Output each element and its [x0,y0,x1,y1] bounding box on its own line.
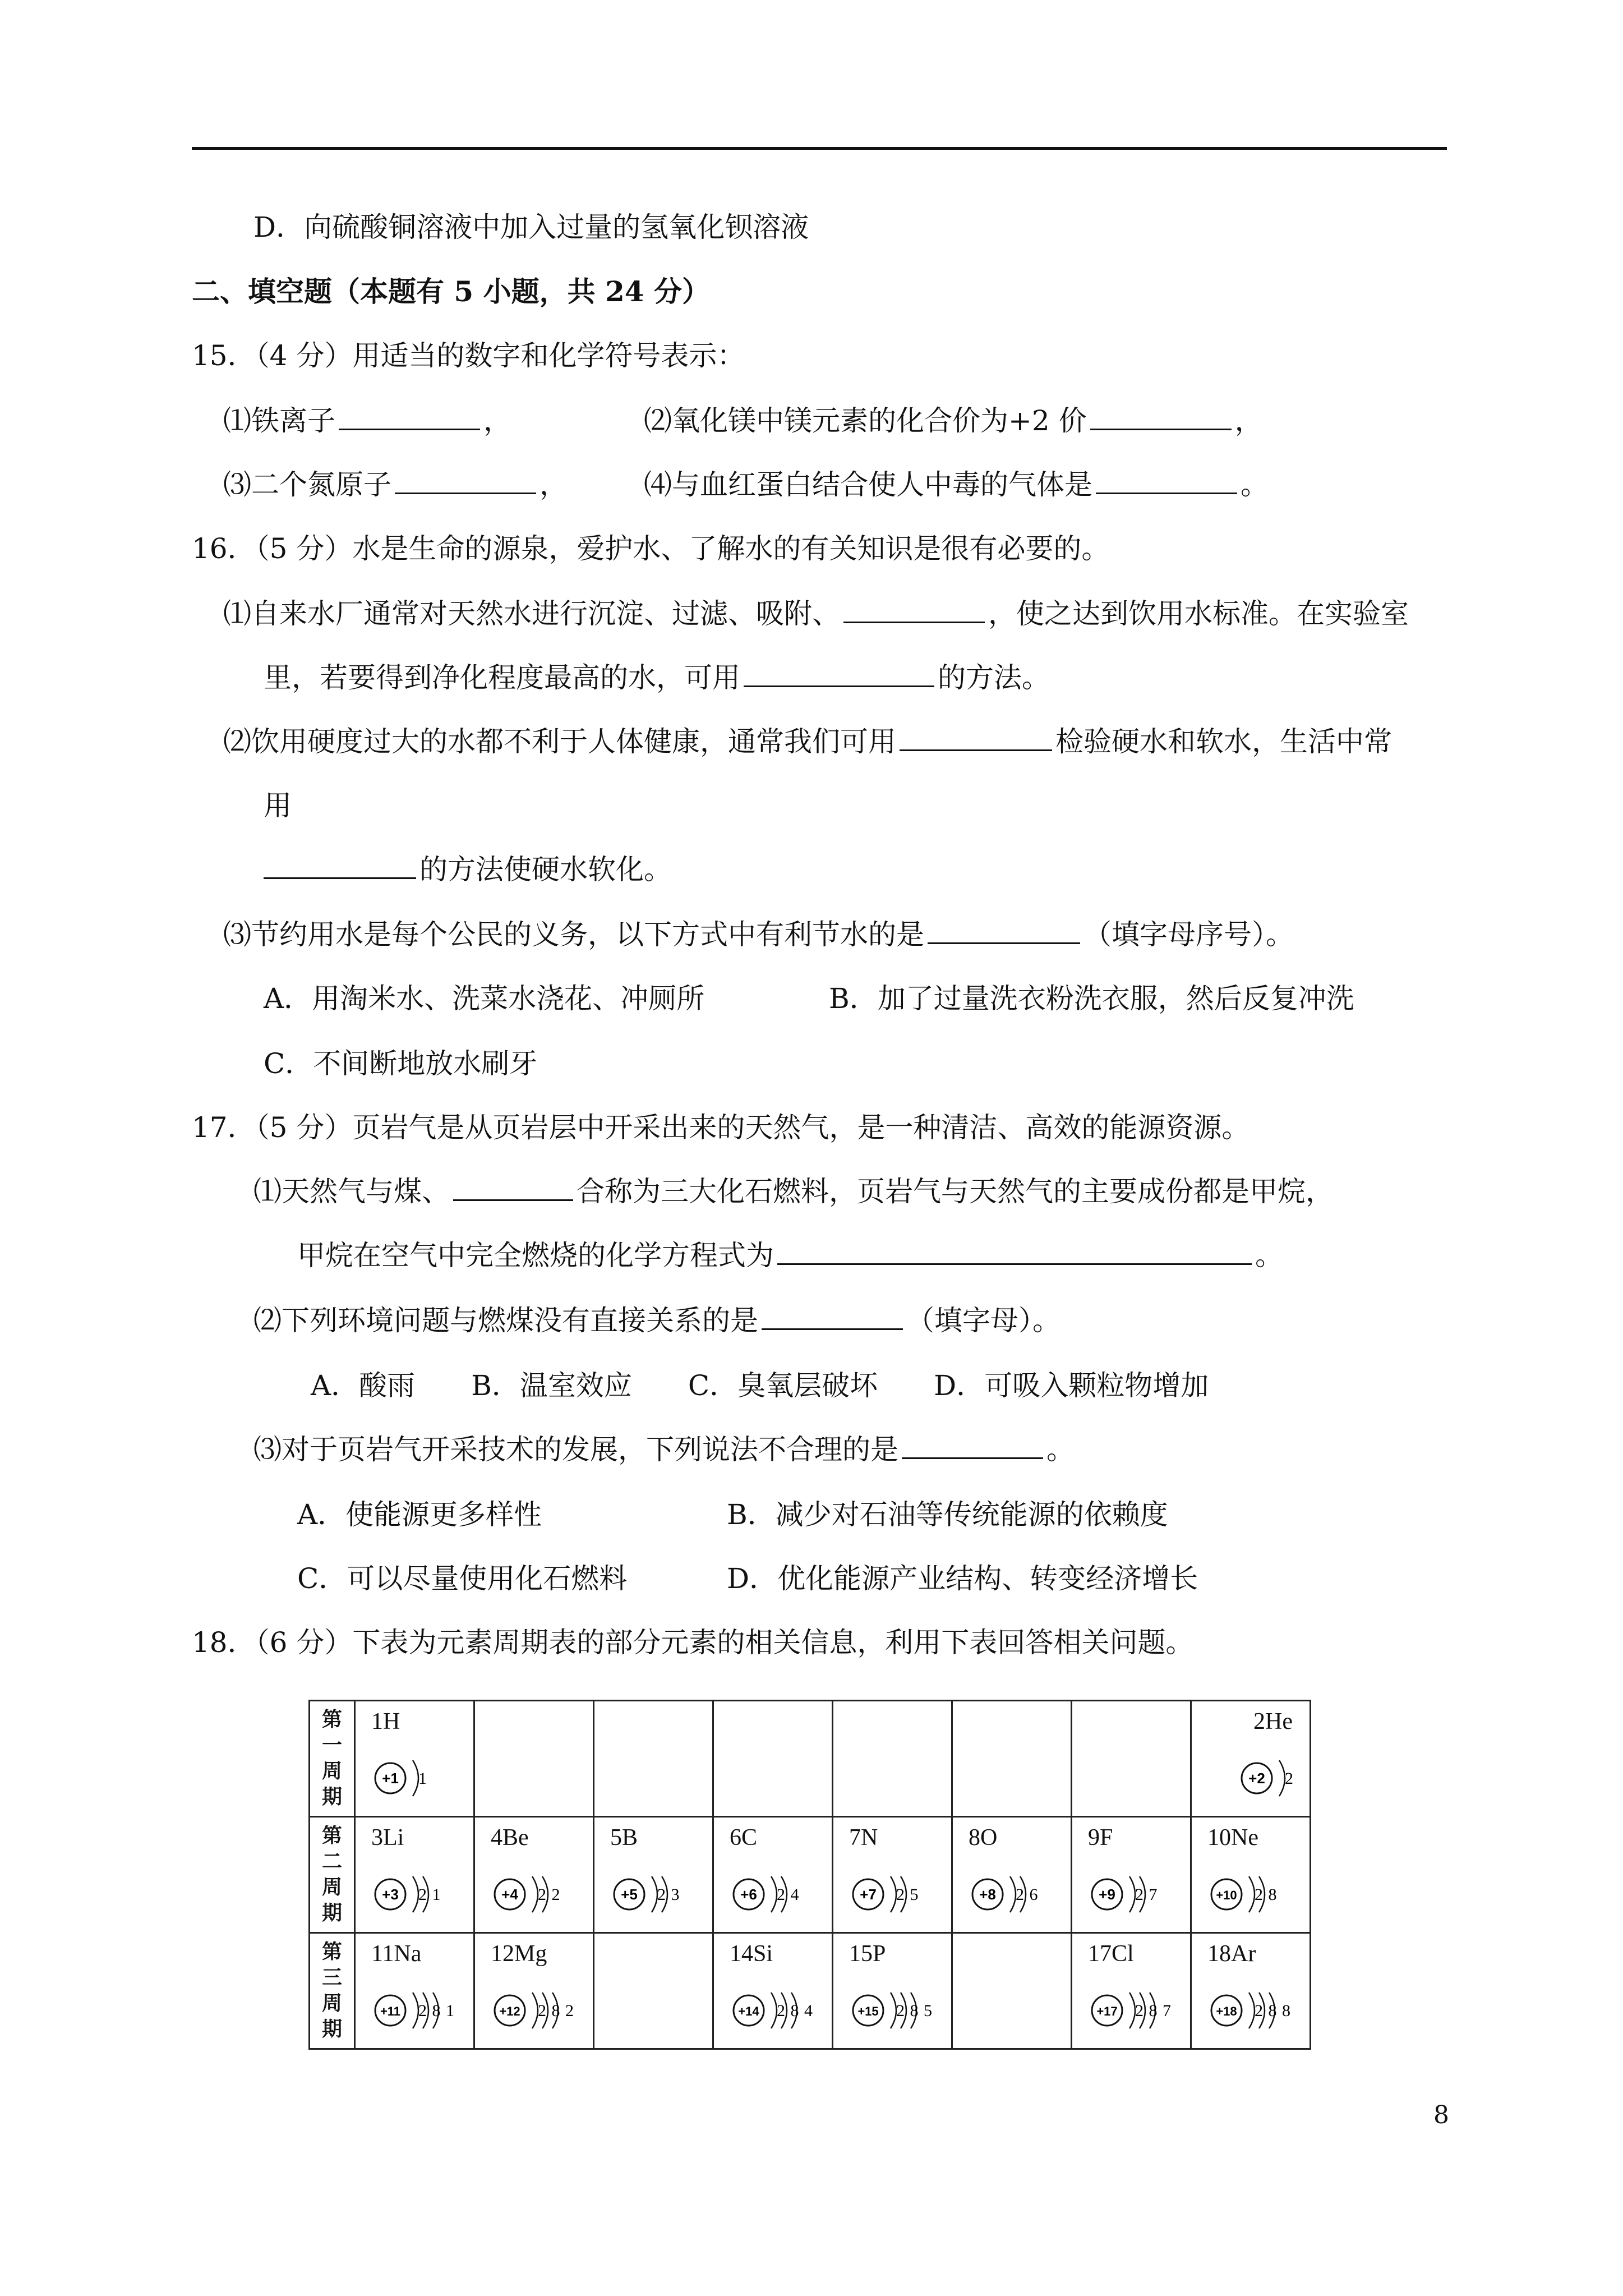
nucleus-charge: +3 [382,1886,399,1903]
q17-part1-cont [297,1237,1283,1273]
atom-structure-diagram [371,1753,472,1803]
atom-structure-diagram [1088,1985,1189,2036]
row-label-char: 期 [321,2018,342,2041]
element-symbol: 9F [1088,1825,1113,1851]
answer-blank[interactable] [928,917,1080,944]
element-cell [713,1933,833,2049]
q15-part3 [223,467,568,503]
row-label-char: 期 [321,1786,342,1809]
q16-part1-text-d: 的方法。 [938,661,1050,694]
empty-cell [474,1701,594,1817]
answer-blank[interactable] [1096,467,1237,494]
electron-shell-arc [413,1993,418,2028]
electron-counts: 2 7 [1135,1885,1158,1904]
q17-part2-text-b: （填字母）。 [906,1304,1061,1337]
electron-counts: 2 8 1 [418,2001,455,2020]
q17-part1-text-d: 。 [1255,1239,1283,1272]
electron-shell-arc [1249,1876,1255,1912]
element-cell [1072,1817,1191,1933]
element-cell [1191,1933,1311,2049]
row-label-char: 二 [321,1850,342,1873]
electron-shell-arc [413,1760,418,1796]
nucleus-charge: +9 [1099,1886,1115,1903]
element-symbol: 15P [849,1941,886,1967]
electron-counts: 2 8 7 [1135,2001,1172,2020]
element-symbol: 3Li [371,1825,404,1851]
atom-structure-diagram [1209,1753,1310,1803]
atom-structure-diagram [371,1869,472,1920]
q16-part2-text-d: 的方法使硬水软化。 [419,853,672,886]
element-cell [594,1817,713,1933]
electron-shell-arc [1010,1876,1016,1912]
q17-option-d: D．优化能源产业结构、转变经济增长 [727,1562,1198,1595]
periodic-table [308,1700,1311,2050]
element-cell [713,1817,833,1933]
electron-shell-arc [771,1876,777,1912]
q16-part2 [223,724,1392,760]
electron-shell-arc [1129,1876,1135,1912]
electron-shell-arc [1129,1993,1135,2028]
q16-part1 [223,596,1409,632]
electron-counts: 2 4 [777,1885,800,1904]
electron-counts: 2 3 [657,1885,680,1904]
element-cell [952,1817,1072,1933]
electron-counts: 2 2 [538,1885,561,1904]
element-cell [1191,1817,1311,1933]
q16-option-a: A．用淘米水、洗菜水浇花、冲厕所 [264,982,705,1015]
nucleus-charge: +5 [621,1886,638,1903]
q16-part3-text-a: ⑶节约用水是每个公民的义务，以下方式中有利节水的是 [223,918,924,951]
q18-stem: 18．（6 分）下表为元素周期表的部分元素的相关信息，利用下表回答相关问题。 [192,1626,1194,1659]
q17-stem: 17．（5 分）页岩气是从页岩层中开采出来的天然气，是一种清洁、高效的能源资源。 [192,1111,1250,1144]
answer-blank[interactable] [453,1174,573,1201]
element-symbol: 14Si [730,1941,773,1967]
answer-blank[interactable] [264,852,416,879]
electron-counts: 2 5 [896,1885,919,1904]
atom-structure-diagram [849,1869,950,1920]
q15-part1-text: ⑴铁离子 [223,404,335,437]
element-cell [355,1817,474,1933]
q16-part1-text-c: 里，若要得到净化程度最高的水，可用 [264,661,740,694]
element-symbol: 5B [610,1825,638,1851]
row-label-char: 一 [321,1734,342,1757]
row-label-char: 第 [321,1708,342,1731]
atom-structure-diagram [491,1985,592,2036]
q16-option-b: B．加了过量洗衣粉洗衣服，然后反复冲洗 [829,982,1354,1015]
element-symbol: 18Ar [1207,1941,1256,1967]
q15-part4-text: ⑷与血红蛋白结合使人中毒的气体是 [644,468,1092,501]
section-2-title: 二、填空题（本题有 5 小题，共 24 分） [192,275,710,308]
answer-blank[interactable] [762,1303,903,1330]
electron-counts: 2 8 5 [896,2001,933,2020]
nucleus-charge: +11 [380,2004,401,2018]
electron-shell-arc [891,1993,896,2028]
electron-shell-arc [1249,1993,1255,2028]
empty-cell [713,1701,833,1817]
element-symbol: 7N [849,1825,878,1851]
header-rule [192,147,1447,150]
q16-part2-text-a: ⑵饮用硬度过大的水都不利于人体健康，通常我们可用 [223,725,896,758]
answer-blank[interactable] [900,724,1052,751]
q17-option-b: B．减少对石油等传统能源的依赖度 [727,1498,1168,1531]
q15-part1 [223,403,511,439]
q17-part3 [253,1432,1075,1467]
empty-cell [594,1701,713,1817]
q17-part1-text-b: 合称为三大化石燃料，页岩气与天然气的主要成份都是甲烷， [577,1175,1334,1208]
electron-shell-arc [771,1993,777,2028]
element-cell [833,1933,952,2049]
answer-blank[interactable] [1090,403,1232,430]
period-row-2 [310,1817,1311,1933]
q16-part1-text-a: ⑴自来水厂通常对天然水进行沉淀、过滤、吸附、 [223,597,840,630]
empty-cell [1072,1701,1191,1817]
q16-part3-text-b: （填字母序号）。 [1083,918,1294,951]
row-label-char: 三 [321,1966,342,1989]
q15-part3-text: ⑶二个氮原子 [223,468,391,501]
nucleus-charge: +1 [382,1770,399,1787]
atom-structure-diagram [491,1869,592,1920]
element-cell [833,1817,952,1933]
electron-counts: 2 8 [1255,1885,1278,1904]
nucleus-charge: +7 [860,1886,877,1903]
row-header [310,1817,355,1933]
electron-counts: 2 1 [418,1885,441,1904]
answer-blank[interactable] [744,660,934,687]
element-symbol: 6C [730,1825,758,1851]
q16-part2-cont: 用 [264,789,292,822]
row-label-char: 期 [321,1902,342,1925]
element-symbol: 2He [1253,1709,1293,1734]
empty-cell [833,1701,952,1817]
q17-part1-text-c: 甲烷在空气中完全燃烧的化学方程式为 [297,1239,774,1272]
page-number: 8 [1433,2101,1449,2129]
atom-structure-diagram [610,1869,711,1920]
answer-blank[interactable] [395,467,536,494]
electron-counts: 2 8 8 [1255,2001,1291,2020]
nucleus-charge: +6 [740,1886,757,1903]
element-cell [474,1933,594,2049]
row-label-char: 周 [321,1992,342,2015]
q16-part1-text-b: ，使之达到饮用水标准。在实验室 [988,597,1409,630]
nucleus-charge: +2 [1248,1770,1265,1787]
period-row-1 [310,1701,1311,1817]
q17-part3-text-a: ⑶对于页岩气开采技术的发展，下列说法不合理的是 [253,1433,898,1466]
atom-structure-diagram [1207,1985,1308,2036]
electron-shell-arc [652,1876,657,1912]
q17-option-a: A．使能源更多样性 [297,1498,542,1531]
atom-structure-diagram [730,1985,831,2036]
q15-part2 [644,403,1263,439]
element-symbol: 12Mg [491,1941,547,1967]
answer-blank[interactable] [843,596,985,623]
q17-part1-text-a: ⑴天然气与煤、 [253,1175,450,1208]
element-symbol: 17Cl [1088,1941,1134,1967]
q15-part2-end: ， [1234,404,1263,437]
q17-part2-text-a: ⑵下列环境问题与燃煤没有直接关系的是 [253,1304,758,1337]
row-label-char: 第 [321,1940,342,1963]
atom-structure-diagram [969,1869,1069,1920]
element-symbol: 10Ne [1207,1825,1258,1851]
electron-counts: 1 [418,1769,427,1788]
electron-shell-arc [1279,1760,1285,1796]
element-symbol: 8O [969,1825,998,1851]
q16-part3 [223,917,1294,953]
q15-part1-end: ， [483,404,511,437]
electron-counts: 2 8 4 [777,2001,813,2020]
empty-cell [594,1933,713,2049]
element-symbol: 1H [371,1709,400,1734]
nucleus-charge: +10 [1216,1888,1237,1902]
answer-blank[interactable] [902,1432,1043,1459]
q15-part3-end: ， [540,468,568,501]
element-cell [355,1933,474,2049]
electron-counts: 2 [1285,1769,1294,1788]
answer-blank[interactable] [777,1237,1252,1265]
electron-counts: 2 6 [1016,1885,1039,1904]
row-label-char: 周 [321,1760,342,1783]
nucleus-charge: +12 [499,2004,520,2018]
q16-part2-cont2 [264,852,672,887]
element-cell [355,1701,474,1817]
q17-part2 [253,1303,1061,1338]
nucleus-charge: +8 [979,1886,996,1903]
element-cell [1191,1701,1311,1817]
element-symbol: 4Be [491,1825,529,1851]
electron-counts: 2 8 2 [538,2001,574,2020]
q15-part4 [644,467,1269,503]
q16-part1-cont [264,660,1050,696]
q17-part1 [253,1174,1334,1209]
answer-blank[interactable] [339,403,480,430]
nucleus-charge: +15 [857,2004,879,2018]
nucleus-charge: +14 [738,2004,759,2018]
element-cell [1072,1933,1191,2049]
q16-stem: 16．（5 分）水是生命的源泉，爱护水、了解水的有关知识是很有必要的。 [192,532,1110,565]
q16-option-c: C．不间断地放水刷牙 [264,1047,538,1080]
q17-option-c: C．可以尽量使用化石燃料 [297,1562,628,1595]
q16-part2-text-b: 检验硬水和软水，生活中常 [1055,725,1392,758]
row-header [310,1933,355,2049]
empty-cell [952,1701,1072,1817]
nucleus-charge: +17 [1096,2004,1118,2018]
row-label-char: 周 [321,1876,342,1899]
row-header [310,1701,355,1817]
q14-option-d: D．向硫酸铜溶液中加入过量的氢氧化钡溶液 [253,211,809,243]
q17-part2-options: A．酸雨 B．温室效应 C．臭氧层破坏 D．可吸入颗粒物增加 [311,1369,1209,1402]
nucleus-charge: +18 [1216,2004,1237,2018]
atom-structure-diagram [849,1985,950,2036]
period-row-3 [310,1933,1311,2049]
atom-structure-diagram [371,1985,472,2036]
atom-structure-diagram [730,1869,831,1920]
q17-part3-text-b: 。 [1046,1433,1075,1466]
electron-shell-arc [532,1876,538,1912]
empty-cell [952,1933,1072,2049]
q15-part4-end: 。 [1241,468,1269,501]
electron-shell-arc [532,1993,538,2028]
row-label-char: 第 [321,1824,342,1847]
element-symbol: 11Na [371,1941,422,1967]
element-cell [474,1817,594,1933]
electron-shell-arc [891,1876,896,1912]
q15-stem: 15．（4 分）用适当的数字和化学符号表示： [192,339,745,372]
atom-structure-diagram [1207,1869,1308,1920]
electron-shell-arc [413,1876,418,1912]
atom-structure-diagram [1088,1869,1189,1920]
nucleus-charge: +4 [501,1886,518,1903]
q15-part2-text: ⑵氧化镁中镁元素的化合价为+2 价 [644,404,1087,437]
